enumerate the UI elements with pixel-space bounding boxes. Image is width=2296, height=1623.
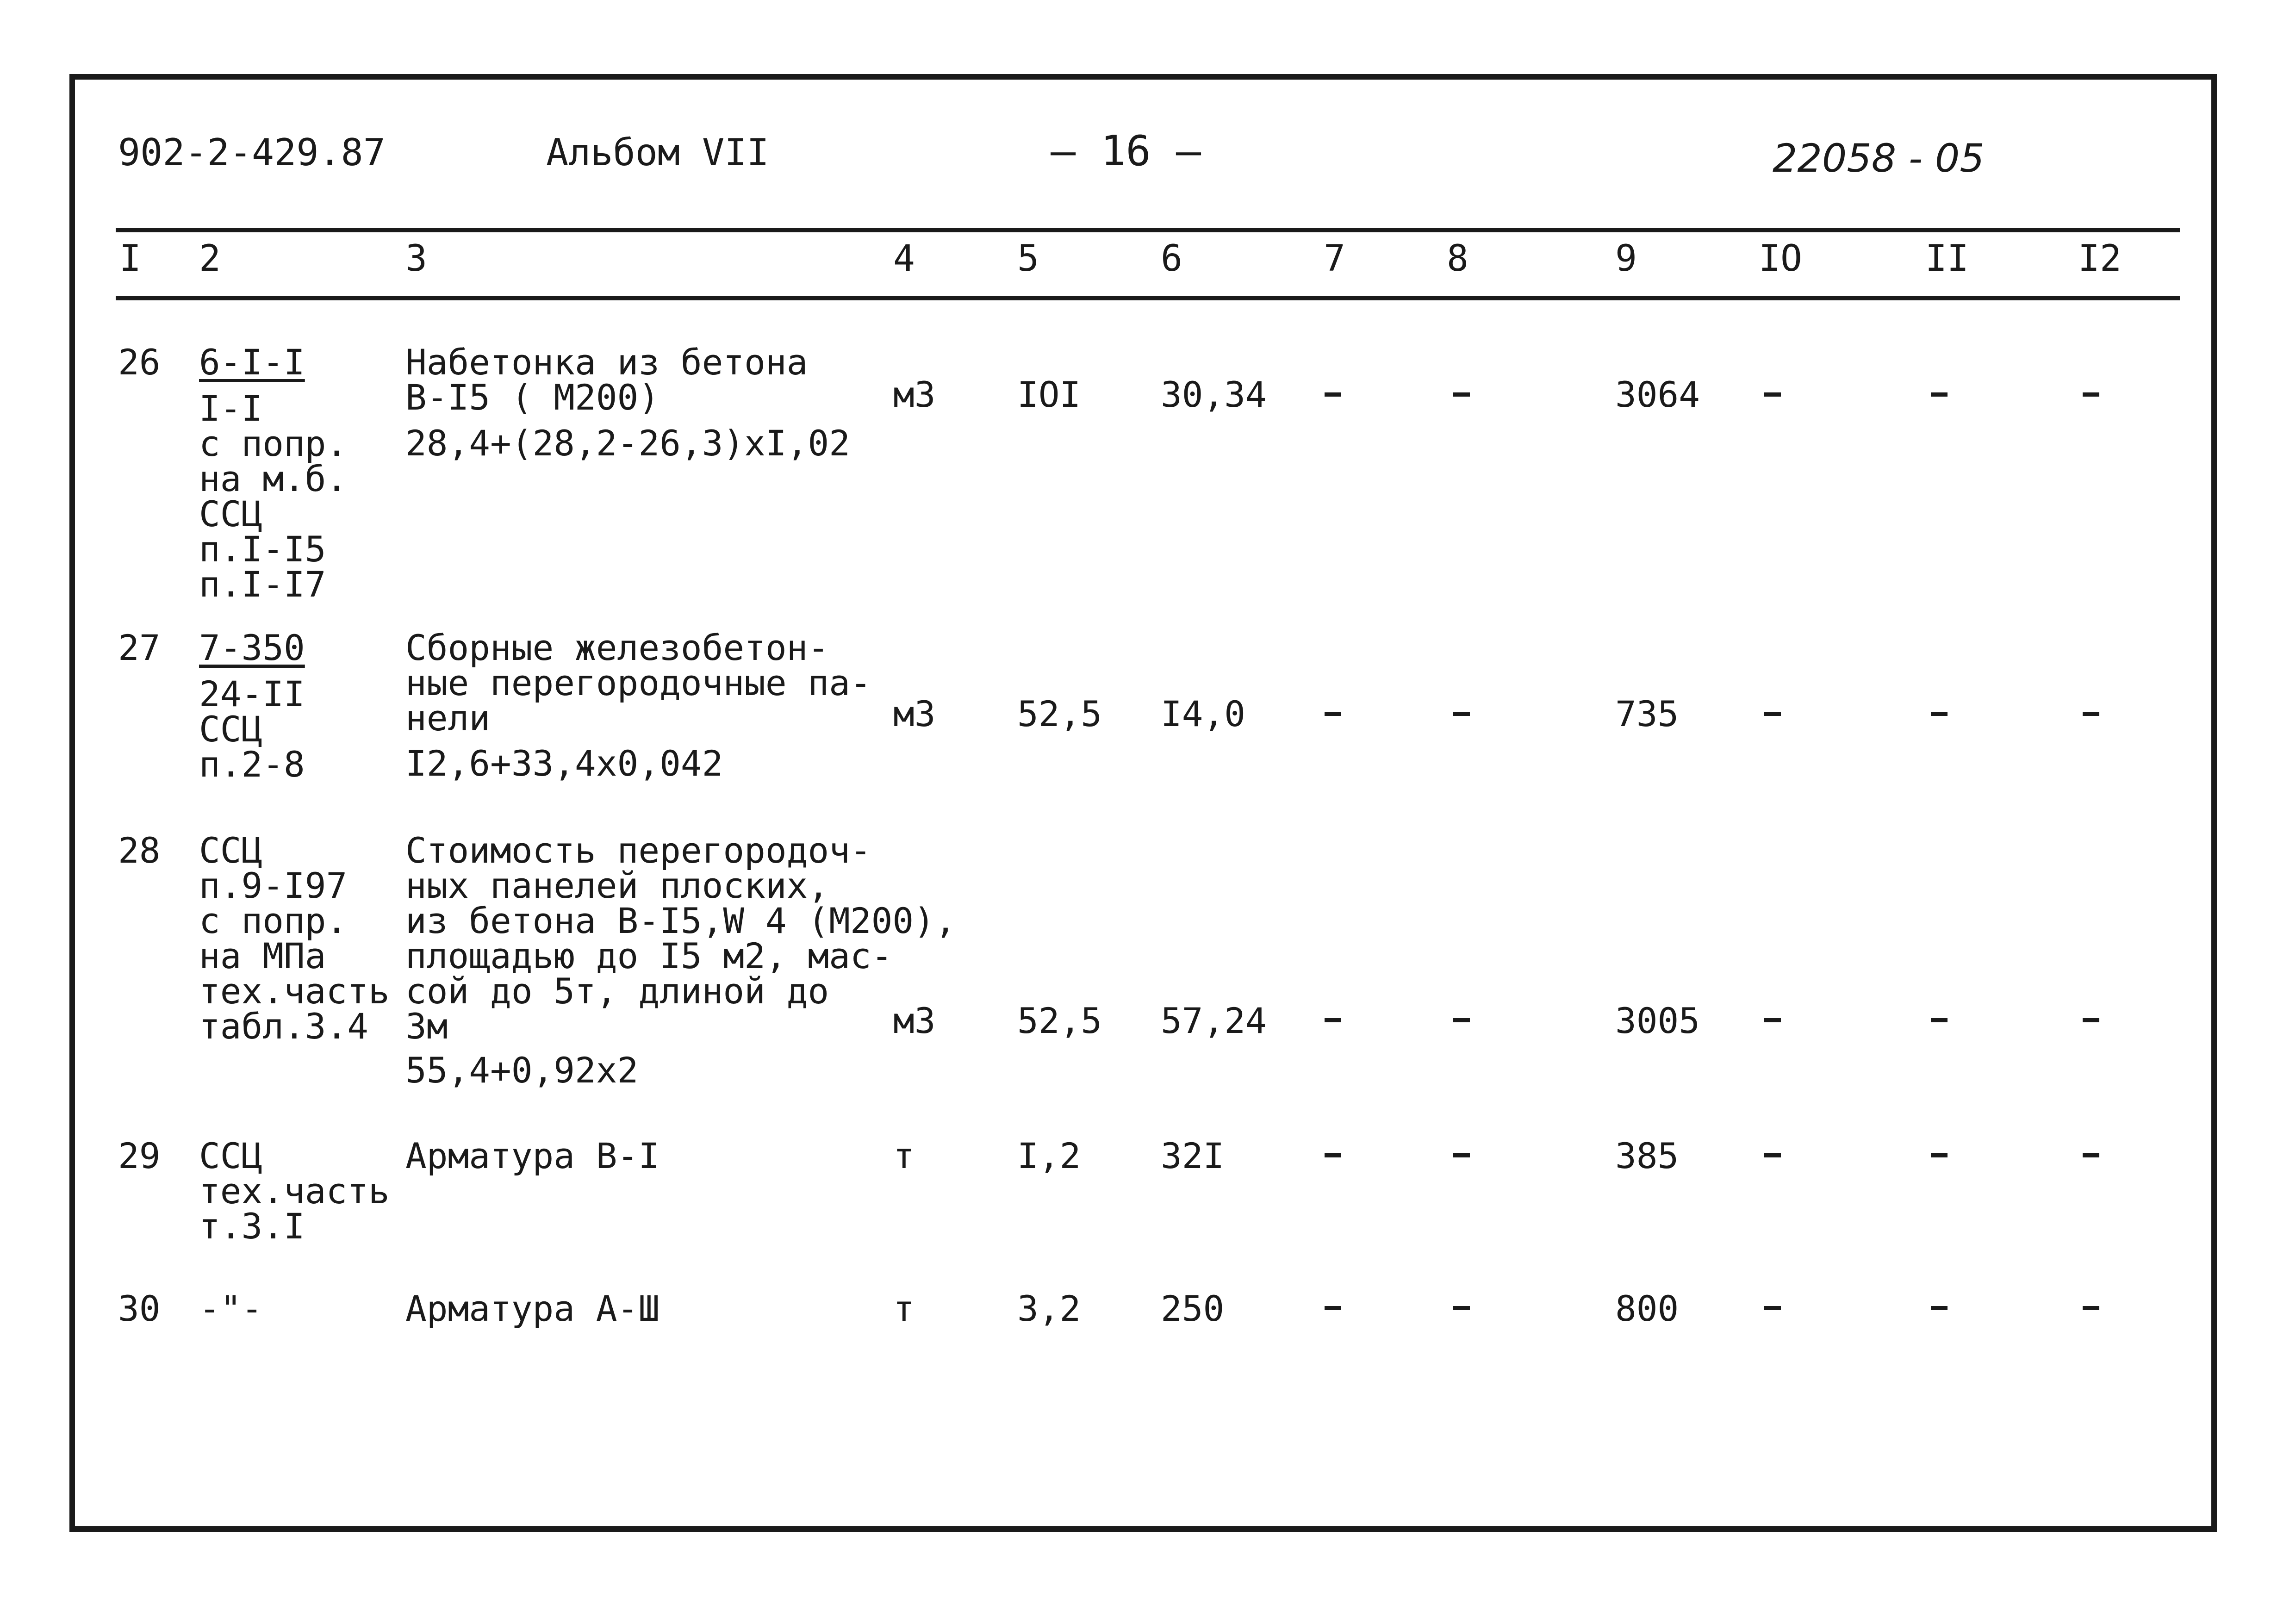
header-rule-top	[116, 228, 2180, 232]
unit: м3	[893, 1000, 936, 1041]
unit: т	[893, 1288, 915, 1329]
quantity: 52,5	[1017, 693, 1102, 734]
col-header-1: I	[119, 238, 141, 280]
empty-value-dash	[2083, 712, 2099, 716]
unit-price: 32I	[1161, 1135, 1225, 1176]
row-number: 28	[118, 830, 161, 871]
album-label: Альбом VII	[546, 131, 769, 174]
unit: м3	[893, 693, 936, 734]
page-frame	[69, 74, 2217, 1532]
work-description: Арматура В-I	[405, 1135, 660, 1176]
empty-value-dash	[2083, 392, 2099, 397]
col-header-2: 2	[199, 238, 221, 280]
unit: м3	[893, 374, 936, 415]
formula: 55,4+0,92х2	[405, 1050, 639, 1091]
formula: I2,6+33,4х0,042	[405, 743, 723, 784]
empty-value-dash	[1764, 1306, 1781, 1310]
col-header-4: 4	[893, 238, 915, 280]
formula: 28,4+(28,2-26,3)хI,02	[405, 423, 850, 464]
empty-value-dash	[1453, 1306, 1470, 1310]
empty-value-dash	[1931, 1018, 1948, 1022]
norm-code: 6-I-I	[199, 342, 305, 383]
col-header-10: IO	[1759, 238, 1802, 280]
empty-value-dash	[2083, 1306, 2099, 1310]
empty-value-dash	[1764, 1018, 1781, 1022]
empty-value-dash	[1325, 392, 1341, 397]
col-header-3: 3	[405, 238, 427, 280]
row-number: 27	[118, 627, 161, 668]
empty-value-dash	[1325, 1153, 1341, 1157]
total-cost: 735	[1615, 693, 1679, 734]
total-cost: 385	[1615, 1135, 1679, 1176]
norm-source: ССЦ п.9-I97 с попр. на МПа тех.часть табл.3.4	[199, 830, 390, 1047]
empty-value-dash	[1931, 1306, 1948, 1310]
norm-source: ССЦ тех.часть т.3.I	[199, 1135, 390, 1247]
quantity: I,2	[1017, 1135, 1081, 1176]
norm-code: 7-350	[199, 627, 305, 668]
empty-value-dash	[1453, 1018, 1470, 1022]
work-description: Набетонка из бетона В-I5 ( М200)	[405, 342, 808, 418]
empty-value-dash	[2083, 1018, 2099, 1022]
empty-value-dash	[1764, 712, 1781, 716]
quantity: 52,5	[1017, 1000, 1102, 1041]
row-number: 26	[118, 342, 161, 383]
quantity: 3,2	[1017, 1288, 1081, 1329]
total-cost: 800	[1615, 1288, 1679, 1329]
empty-value-dash	[1325, 1018, 1341, 1022]
quantity: IOI	[1017, 374, 1081, 415]
stamp-number: 22058 - 05	[1773, 136, 1985, 181]
page-number: — 16 —	[1051, 127, 1201, 175]
unit-price: 57,24	[1161, 1000, 1267, 1041]
row-number: 29	[118, 1135, 161, 1176]
work-description: Сборные железобетон- ные перегородочные па- нели	[405, 627, 871, 739]
empty-value-dash	[1931, 712, 1948, 716]
work-description: Стоимость перегородоч- ных панелей плоских, из бетона В-I5,W 4 (М200), площадью до I5 м2, мас- сой до 5т, длиной до 3м	[405, 830, 956, 1047]
empty-value-dash	[1325, 712, 1341, 716]
col-header-5: 5	[1017, 238, 1039, 280]
unit-price: 30,34	[1161, 374, 1267, 415]
empty-value-dash	[1325, 1306, 1341, 1310]
work-description: Арматура А-Ш	[405, 1288, 660, 1329]
col-header-7: 7	[1324, 238, 1345, 280]
document-code: 902-2-429.87	[118, 131, 386, 174]
unit: т	[893, 1135, 915, 1176]
norm-source: I-I с попр. на м.б. ССЦ п.I-I5 п.I-I7	[199, 388, 348, 605]
unit-price: I4,0	[1161, 693, 1246, 734]
empty-value-dash	[1764, 1153, 1781, 1157]
col-header-8: 8	[1447, 238, 1468, 280]
empty-value-dash	[1764, 392, 1781, 397]
norm-source: -"-	[199, 1288, 263, 1329]
header-rule-bottom	[116, 296, 2180, 300]
empty-value-dash	[1453, 1153, 1470, 1157]
empty-value-dash	[1931, 392, 1948, 397]
empty-value-dash	[2083, 1153, 2099, 1157]
col-header-9: 9	[1615, 238, 1637, 280]
col-header-11: II	[1925, 238, 1969, 280]
total-cost: 3005	[1615, 1000, 1700, 1041]
unit-price: 250	[1161, 1288, 1225, 1329]
empty-value-dash	[1931, 1153, 1948, 1157]
norm-source: 24-II ССЦ п.2-8	[199, 673, 305, 785]
empty-value-dash	[1453, 712, 1470, 716]
total-cost: 3064	[1615, 374, 1700, 415]
col-header-12: I2	[2078, 238, 2122, 280]
empty-value-dash	[1453, 392, 1470, 397]
row-number: 30	[118, 1288, 161, 1329]
col-header-6: 6	[1161, 238, 1182, 280]
